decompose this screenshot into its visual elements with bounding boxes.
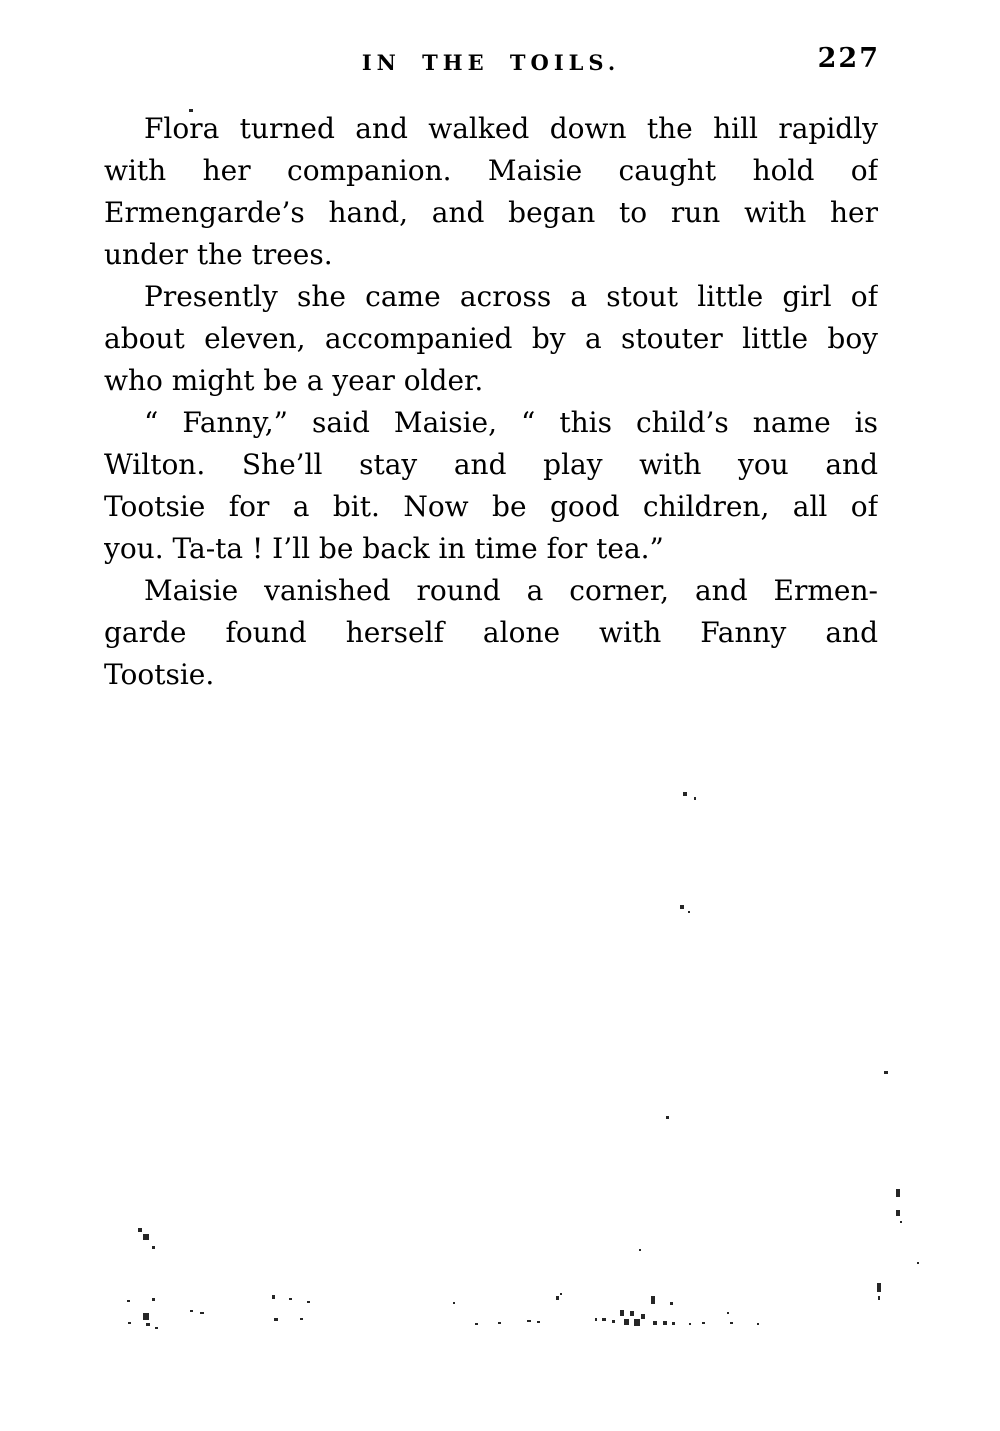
running-header (104, 43, 880, 84)
text-line: who might be a year older. (104, 364, 484, 397)
paragraph-3 (104, 402, 878, 570)
paragraph-1 (104, 108, 878, 276)
paragraph-2 (104, 276, 878, 402)
body-text (104, 108, 878, 696)
text-line: you. Ta-ta ! I’ll be back in time for tea.” (104, 532, 664, 565)
text-line: under the trees. (104, 238, 333, 271)
text-line: “ Fanny,” said Maisie, “ this child’s name is (144, 406, 878, 439)
text-line: Wilton. She’ll stay and play with you and (104, 448, 878, 481)
text-line: garde found herself alone with Fanny and (104, 616, 878, 649)
text-line: Tootsie. (104, 658, 215, 691)
text-line: Flora turned and walked down the hill rapidly (144, 112, 878, 145)
paragraph-4 (104, 570, 878, 696)
text-line: about eleven, accompanied by a stouter little boy (104, 322, 878, 355)
text-line: Ermengarde’s hand, and began to run with her (104, 196, 878, 229)
text-line: Presently she came across a stout little girl of (144, 280, 878, 313)
page-number: 227 (817, 43, 880, 74)
chapter-title: IN THE TOILS. (361, 50, 621, 75)
text-line: Maisie vanished round a corner, and Ermen- (144, 574, 878, 607)
text-line: with her companion. Maisie caught hold of (104, 154, 878, 187)
text-line: Tootsie for a bit. Now be good children, all of (104, 490, 878, 523)
